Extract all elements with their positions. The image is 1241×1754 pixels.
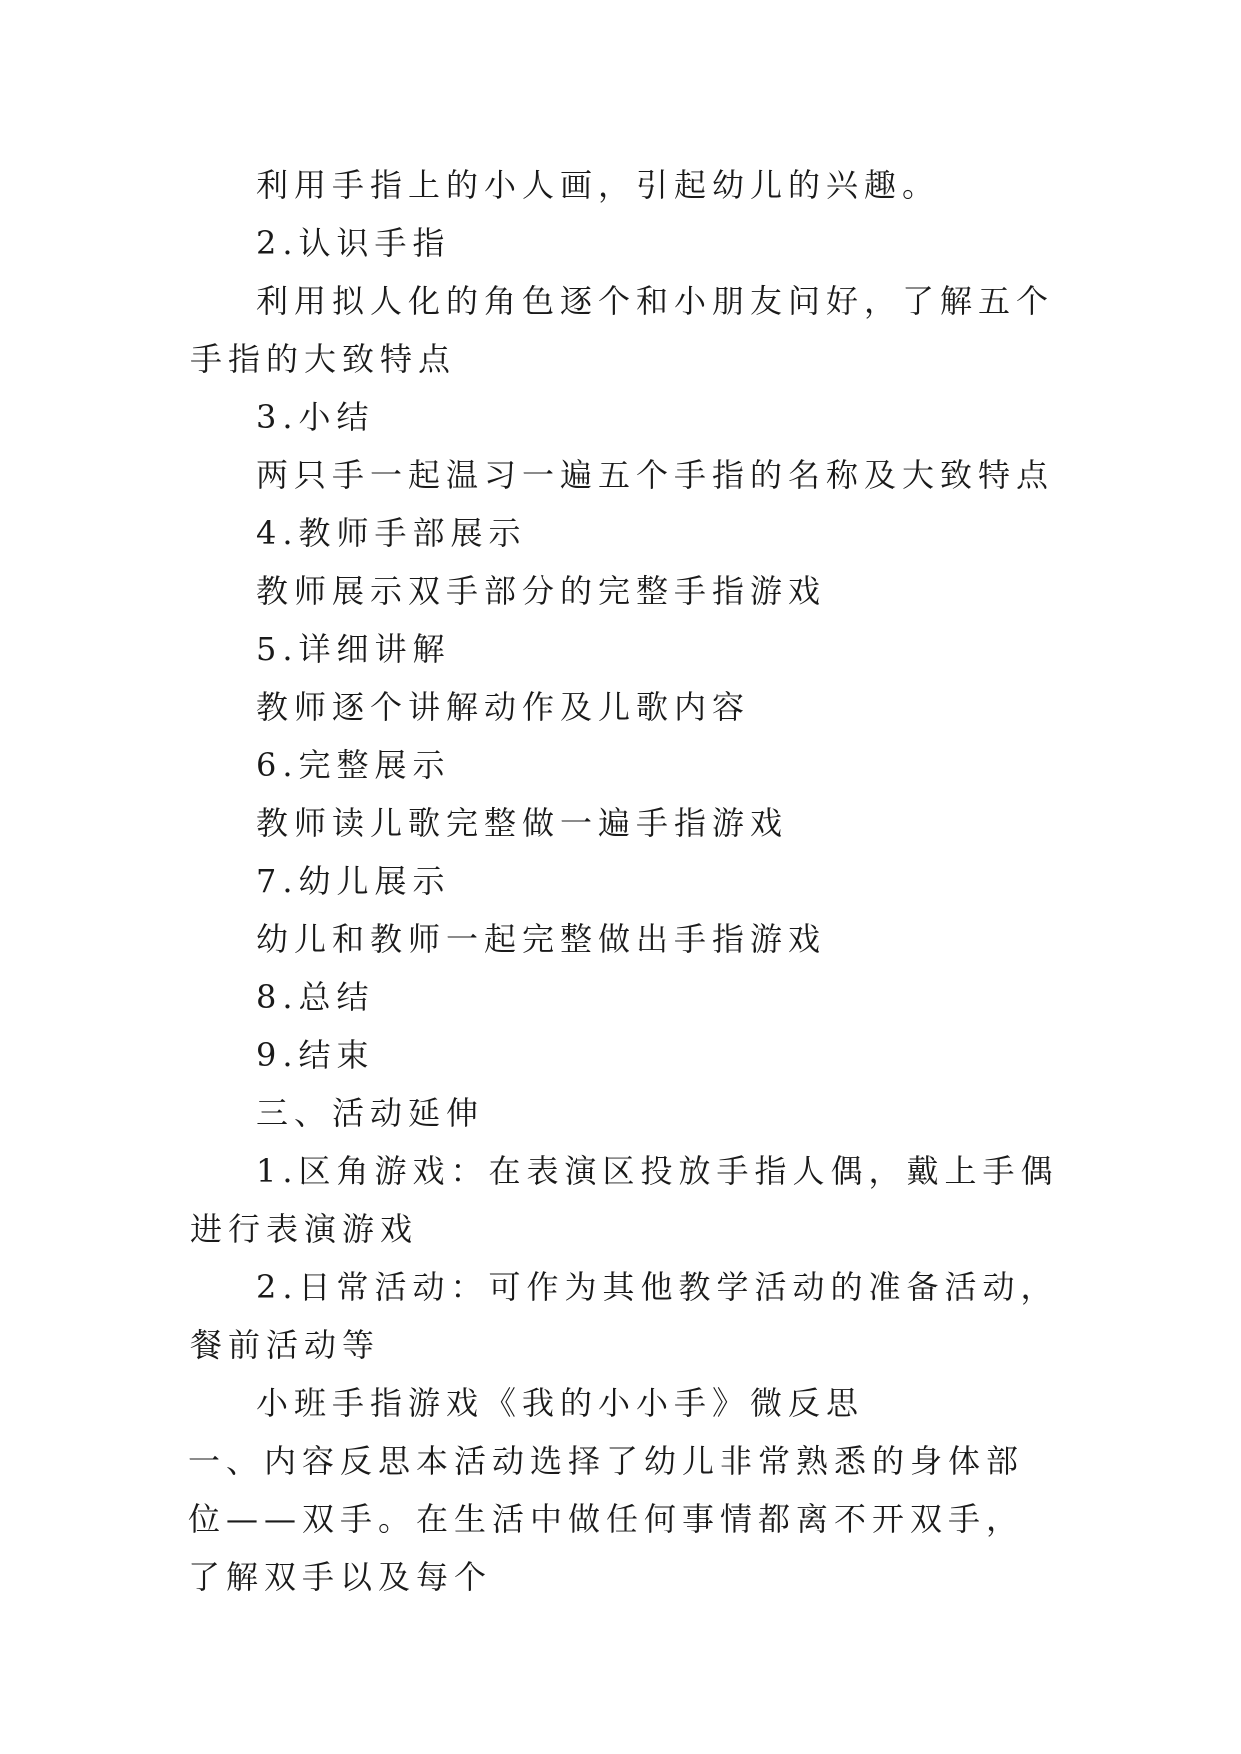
section-heading: 7.幼儿展示 bbox=[256, 862, 451, 900]
paragraph: 利用手指上的小人画，引起幼儿的兴趣。 bbox=[256, 166, 941, 204]
paragraph: 一、内容反思本活动选择了幼儿非常熟悉的身体部位——双手。在生活中做任何事情都离不开双手，了解双手以及每个 bbox=[188, 1442, 1025, 1596]
paragraph: 2.日常活动：可作为其他教学活动的准备活动，餐前活动等 bbox=[190, 1268, 1059, 1364]
paragraph: 教师读儿歌完整做一遍手指游戏 bbox=[256, 804, 789, 842]
section-heading: 9.结束 bbox=[256, 1036, 375, 1074]
paragraph: 1.区角游戏：在表演区投放手指人偶，戴上手偶进行表演游戏 bbox=[190, 1152, 1059, 1248]
paragraph: 幼儿和教师一起完整做出手指游戏 bbox=[256, 920, 827, 958]
paragraph: 教师展示双手部分的完整手指游戏 bbox=[256, 572, 827, 610]
section-heading: 6.完整展示 bbox=[256, 746, 451, 784]
paragraph: 教师逐个讲解动作及儿歌内容 bbox=[256, 688, 751, 726]
paragraph: 利用拟人化的角色逐个和小朋友问好，了解五个手指的大致特点 bbox=[190, 282, 1055, 378]
section-heading: 8.总结 bbox=[256, 978, 375, 1016]
section-heading: 5.详细讲解 bbox=[256, 630, 451, 668]
section-heading: 2.认识手指 bbox=[256, 224, 451, 262]
section-heading: 3.小结 bbox=[256, 398, 375, 436]
document-body bbox=[190, 156, 1060, 1606]
reflection-title: 小班手指游戏《我的小小手》微反思 bbox=[256, 1384, 865, 1422]
section-heading: 三、活动延伸 bbox=[256, 1094, 485, 1132]
section-heading: 4.教师手部展示 bbox=[256, 514, 527, 552]
paragraph: 两只手一起温习一遍五个手指的名称及大致特点 bbox=[256, 456, 1055, 494]
